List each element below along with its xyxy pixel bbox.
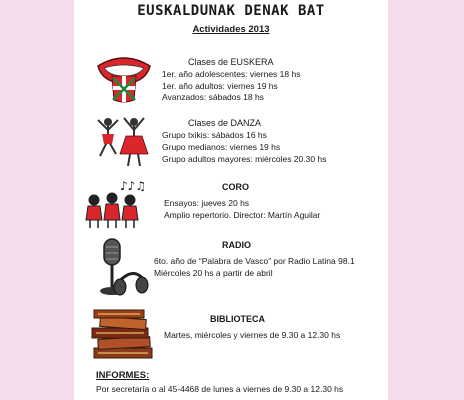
- svg-text:♪♪♫: ♪♪♫: [120, 179, 147, 193]
- section-line: Miércoles 20 hs a partir de abril: [154, 268, 273, 278]
- section-line: Grupo txikis: sábados 16 hs: [162, 130, 267, 140]
- dancers-icon: [90, 114, 152, 168]
- section-line: Grupo medianos: viernes 19 hs: [162, 142, 281, 152]
- section-title-radio: RADIO: [222, 240, 251, 250]
- section-line: 1er. año adultos: viernes 19 hs: [162, 81, 278, 91]
- flyer-title: EUSKALDUNAK DENAK BAT: [137, 3, 325, 19]
- section-line: 6to. año de “Palabra de Vasco” por Radio Latina 98.1: [154, 256, 355, 266]
- section-line: Ensayos: jueves 20 hs: [164, 198, 250, 208]
- informes-label: INFORMES:: [96, 370, 150, 381]
- section-title-euskera: Clases de EUSKERA: [188, 57, 274, 67]
- choir-singers-icon: [82, 178, 156, 230]
- section-line: Avanzados: sábados 18 hs: [162, 92, 264, 102]
- books-stack-icon: [88, 308, 156, 362]
- section-line: 1er. año adolescentes: viernes 18 hs: [162, 69, 301, 79]
- section-title-coro: CORO: [222, 182, 249, 192]
- section-line: Martes, miércoles y viernes de 9.30 a 12.30 hs: [164, 330, 341, 340]
- section-line: Amplio repertorio. Director: Martín Aguilar: [164, 210, 321, 220]
- section-title-biblioteca: BIBLIOTECA: [210, 314, 265, 324]
- section-line: Grupo adultos mayores: miércoles 20.30 hs: [162, 154, 327, 164]
- flyer-sheet: [74, 0, 388, 400]
- flyer-subtitle: Actividades 2013: [192, 24, 270, 35]
- tongue-flag-icon: [94, 52, 154, 104]
- section-title-danza: Clases de DANZA: [188, 118, 262, 128]
- informes-text: Por secretaría o al 45-4468 de lunes a viernes de 9.30 a 12.30 hs: [96, 384, 344, 394]
- microphone-headphones-icon: [92, 237, 150, 297]
